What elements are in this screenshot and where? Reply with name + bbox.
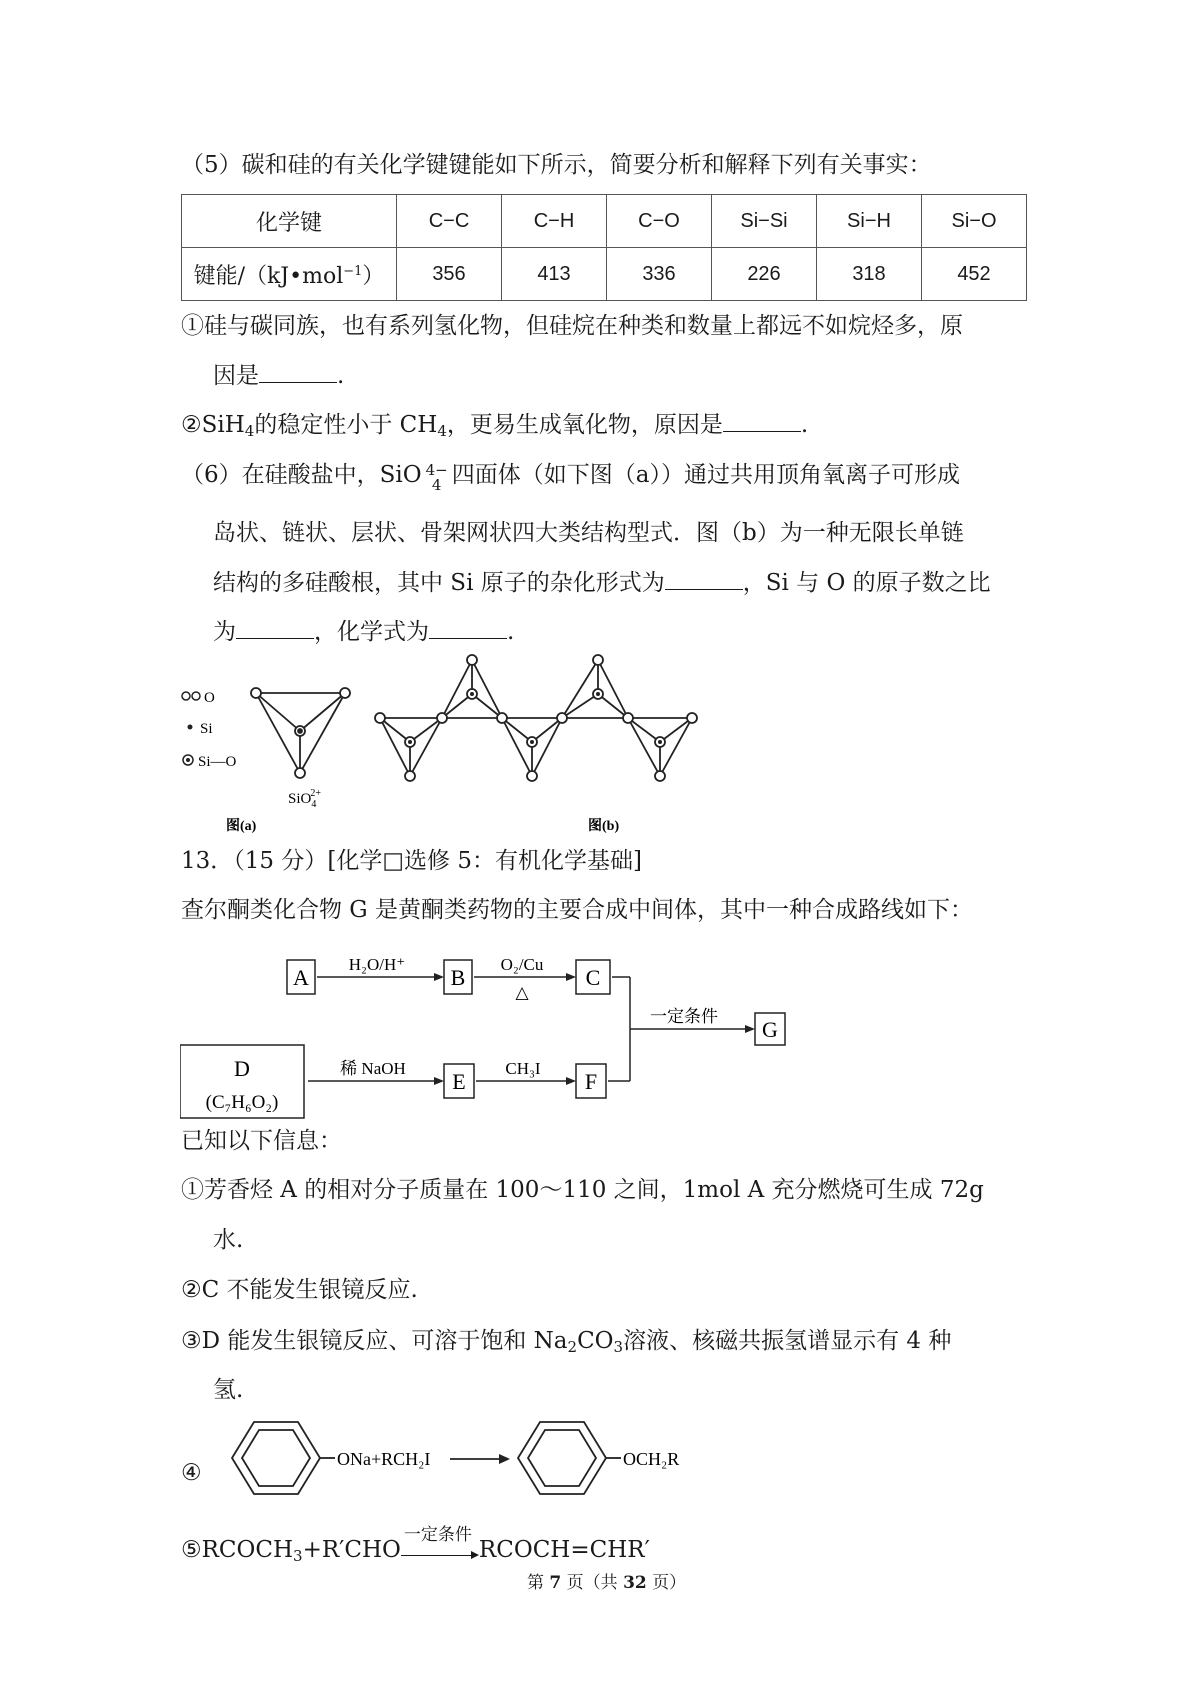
subscript: 3 xyxy=(293,1547,303,1565)
table-cell: Si−O xyxy=(922,195,1027,248)
text: ，Si 与 O 的原子数之比 xyxy=(742,570,991,596)
text: 的稳定性小于 CH xyxy=(254,412,438,438)
text: 第 xyxy=(527,1573,550,1593)
text: RCOCH=CHR′ xyxy=(478,1537,650,1563)
text: 因是 xyxy=(213,363,259,389)
table-cell: 452 xyxy=(922,248,1027,301)
q5-item1-line2 xyxy=(213,361,344,391)
text: +R′CHO xyxy=(302,1537,401,1563)
table-cell: C−O xyxy=(607,195,712,248)
energy-unit-sup: −1 xyxy=(343,263,363,279)
node-a: A xyxy=(293,965,309,990)
subscript: 2 xyxy=(567,1338,578,1356)
text: CO xyxy=(577,1328,614,1354)
text: 四面体（如下图（a））通过共用顶角氧离子可形成 xyxy=(451,462,960,488)
q6-line2: 岛状、链状、层状、骨架网状四大类结构型式．图（b）为一种无限长单链 xyxy=(213,520,964,546)
text: ⑤RCOCH xyxy=(181,1537,294,1563)
answer-blank xyxy=(665,569,743,590)
known-item5 xyxy=(181,1525,650,1571)
table-row xyxy=(182,248,1027,301)
arrow-head-icon xyxy=(471,1551,479,1559)
table-cell: 413 xyxy=(502,248,607,301)
known-item2: ②C 不能发生银镜反应. xyxy=(181,1277,418,1303)
table-header-cell xyxy=(182,248,397,301)
node-c: C xyxy=(585,965,601,990)
table-cell: Si−Si xyxy=(712,195,817,248)
figure-legend xyxy=(182,690,237,770)
condition-arrow xyxy=(401,1525,479,1565)
text: 为 xyxy=(213,619,236,645)
answer-blank xyxy=(236,618,314,639)
table-header-cell: 化学键 xyxy=(182,195,397,248)
tetrahedron-a xyxy=(251,688,350,778)
answer-blank xyxy=(259,362,337,383)
ion-charge-stack xyxy=(426,463,448,493)
caption-b: 图(b) xyxy=(588,819,620,834)
bond-energy-table xyxy=(181,194,1027,301)
text: （6）在硅酸盐中，SiO xyxy=(181,462,422,488)
node-b: B xyxy=(450,965,466,990)
reagent-heat: △ xyxy=(515,983,529,1002)
node-f: F xyxy=(584,1069,598,1094)
reagent-naoh: 稀 NaOH xyxy=(340,1059,406,1078)
energy-label: 键能/（kJ•mol xyxy=(193,263,344,289)
q13-intro: 查尔酮类化合物 G 是黄酮类药物的主要合成中间体，其中一种合成路线如下： xyxy=(181,897,973,923)
table-cell: Si−H xyxy=(817,195,922,248)
text: . xyxy=(800,412,809,438)
known-title: 已知以下信息： xyxy=(181,1128,342,1154)
known-item3 xyxy=(181,1326,951,1362)
q5-item2 xyxy=(181,410,808,446)
table-cell: 226 xyxy=(712,248,817,301)
subscript: 4 xyxy=(244,422,255,440)
silicon-legend-icon xyxy=(188,725,193,730)
subscript: 4 xyxy=(437,422,447,440)
node-g: G xyxy=(762,1017,778,1042)
page-number: 7 xyxy=(549,1573,562,1593)
table-cell: 318 xyxy=(817,248,922,301)
known-item1-line2: 水. xyxy=(213,1227,244,1253)
reagent-o2cu: O₂/Cu xyxy=(500,955,544,974)
text: ，化学式为 xyxy=(314,619,429,645)
text: 页（共 xyxy=(561,1573,624,1593)
known-item4-number: ④ xyxy=(181,1460,202,1486)
text: ，更易生成氧化物，原因是 xyxy=(446,412,723,438)
node-d-formula: (C₇H₆O₂) xyxy=(205,1092,279,1113)
benzene-ring-icon xyxy=(518,1422,621,1494)
benzene-ring-icon xyxy=(232,1422,335,1494)
known-item1-line1: ①芳香烃 A 的相对分子质量在 100～110 之间，1mol A 充分燃烧可生成 72g xyxy=(181,1177,984,1203)
q5-intro: （5）碳和硅的有关化学键键能如下所示，简要分析和解释下列有关事实： xyxy=(181,152,932,178)
subscript: 4 xyxy=(431,476,442,494)
text: ②SiH xyxy=(181,412,245,438)
energy-label-close: ） xyxy=(362,263,385,289)
table-cell: C−H xyxy=(502,195,607,248)
silicate-structure-figure xyxy=(170,648,770,838)
q5-item1-line1: ①硅与碳同族，也有系列氢化物，但硅烷在种类和数量上都远不如烷烃多，原 xyxy=(181,313,963,339)
synthesis-scheme xyxy=(180,940,800,1120)
reagent-h2o: H₂O/H⁺ xyxy=(348,955,406,974)
legend-si: Si xyxy=(200,721,213,737)
text: 结构的多硅酸根，其中 Si 原子的杂化形式为 xyxy=(213,570,665,596)
node-e: E xyxy=(452,1069,466,1094)
subscript: 3 xyxy=(613,1338,624,1356)
text: 页） xyxy=(646,1573,687,1593)
answer-blank xyxy=(429,618,507,639)
text: ③D 能发生银镜反应、可溶于饱和 Na xyxy=(181,1328,568,1354)
arrow-line xyxy=(401,1555,473,1556)
node-d: D xyxy=(234,1056,250,1081)
text: . xyxy=(507,619,515,645)
phenoxide-reaction xyxy=(205,1418,725,1504)
page-footer xyxy=(527,1568,686,1593)
text: . xyxy=(337,363,345,389)
caption-a: 图(a) xyxy=(226,819,257,834)
answer-blank xyxy=(723,411,801,432)
product-label: OCH₂R xyxy=(623,1449,680,1469)
table-cell: 356 xyxy=(397,248,502,301)
text: 溶液、核磁共振氢谱显示有 4 种 xyxy=(623,1328,952,1354)
table-row xyxy=(182,195,1027,248)
silicate-chain-b xyxy=(375,655,697,781)
q6-line1 xyxy=(181,460,960,493)
oxygen-legend-icon xyxy=(182,692,190,700)
condition-label: 一定条件 xyxy=(403,1525,472,1545)
legend-sio: Si—O xyxy=(198,754,237,770)
superscript: 4− xyxy=(425,461,448,479)
page-total: 32 xyxy=(623,1573,647,1593)
q13-title: 13．（15 分）[化学□选修 5：有机化学基础] xyxy=(181,848,642,874)
known-item3-line2: 氢. xyxy=(213,1377,244,1403)
table-cell: 336 xyxy=(607,248,712,301)
formula-sio4: SiO$_4$2+ xyxy=(288,788,321,810)
reactant-label: ONa+RCH₂I xyxy=(337,1449,431,1469)
reagent-condition: 一定条件 xyxy=(650,1007,718,1026)
reagent-ch3i: CH₃I xyxy=(505,1059,541,1078)
q6-line4 xyxy=(213,617,514,647)
q6-line3 xyxy=(213,568,991,598)
table-cell: C−C xyxy=(397,195,502,248)
legend-o: O xyxy=(204,690,215,706)
